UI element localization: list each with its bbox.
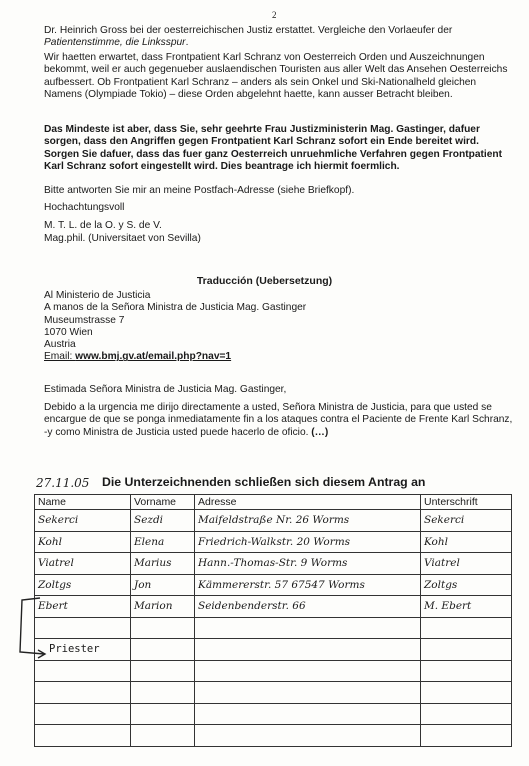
- cell-name: Sekerci: [35, 510, 131, 532]
- signatory-name: M. T. L. de la O. y S. de V.: [44, 220, 162, 231]
- paragraph-text: .: [185, 37, 189, 49]
- column-header-adresse: Adresse: [195, 495, 421, 510]
- cell-vorname: Elena: [131, 531, 195, 553]
- cell-signature: Kohl: [421, 531, 512, 553]
- column-header-vorname: Vorname: [131, 495, 195, 510]
- cell-signature: Viatrel: [421, 553, 512, 575]
- cell-name: Ebert: [35, 596, 131, 618]
- page-number: 2: [272, 10, 277, 20]
- cell-adresse: Seidenbenderstr. 66: [195, 596, 421, 618]
- cell-name: Zoltgs: [35, 574, 131, 596]
- salutation: Estimada Señora Ministra de Justicia Mag. Gastinger,: [44, 384, 287, 395]
- paragraph-spanish: Debido a la urgencia me dirijo directamente a usted, Señora Ministra de Justicia, para que usted se encargue de que se ponga inmediatamente fin a los ataques contra el Paciente de Frente Karl Schranz, -y como Ministra de Justicia usted puede hacerlo de oficio. (…): [44, 402, 513, 438]
- cell-vorname: Marion: [131, 596, 195, 618]
- cell-signature: M. Ebert: [421, 596, 512, 618]
- handwritten-date: 27.11.05: [36, 476, 90, 490]
- address-line: A manos de la Señora Ministra de Justicia Mag. Gastinger: [44, 302, 307, 314]
- cell-name: Kohl: [35, 531, 131, 553]
- cell-signature: Zoltgs: [421, 574, 512, 596]
- signatory-title: Mag.phil. (Universitaet von Sevilla): [44, 233, 201, 244]
- cell-adresse: Friedrich-Walkstr. 20 Worms: [195, 531, 421, 553]
- address-line: Al Ministerio de Justicia: [44, 290, 151, 301]
- closing: Hochachtungsvoll: [44, 202, 125, 213]
- address-line: 1070 Wien: [44, 326, 93, 338]
- petition-title: Die Unterzeichnenden schließen sich diesem Antrag an: [102, 475, 426, 489]
- address-line: Museumstrasse 7: [44, 314, 125, 326]
- email-line: Email: www.bmj.gv.at/email.php?nav=1: [44, 351, 232, 363]
- column-header-name: Name: [35, 495, 131, 510]
- paragraph-text: Dr. Heinrich Gross bei der oesterreichischen Justiz erstattet. Vergleiche den Vorlaeufer der: [44, 25, 453, 36]
- cell-name: Viatrel: [35, 553, 131, 575]
- email-link[interactable]: www.bmj.gv.at/email.php?nav=1: [75, 351, 232, 363]
- paragraph-expectation: Wir haetten erwartet, dass Frontpatient Karl Schranz von Oesterreich Orden und Auszeichnungen bekommt, weil er auch gegenueber auslaendischen Touristen aus aller Welt das Ansehen Oesterreichs aufbessert. Ob Frontpatient Karl Schranz – anders als sein Onkel und Ski-Nationalheld gleichen Namens (Olympiade Tokio) – diese Orden abgelehnt haette, kann ausser Betracht bleiben.: [44, 52, 508, 100]
- paragraph-demand: Das Mindeste ist aber, dass Sie, sehr geehrte Frau Justizministerin Mag. Gastinger, dafuer sorgen, dass den Angriffen gegen Frontpatient Karl Schranz sofort ein Ende bereitet wird. Sorgen Sie dafuer, dass das fuer ganz Oesterreich unruehmliche Verfahren gegen Frontpatient Karl Schranz sofort eingestellt wird. Dies beantrage ich hiermit foermlich.: [44, 124, 502, 172]
- cell-vorname: Sezdi: [131, 510, 195, 532]
- cell-signature: Sekerci: [421, 510, 512, 532]
- cell-name: Priester: [35, 639, 131, 661]
- cell-vorname: Marius: [131, 553, 195, 575]
- column-header-unterschrift: Unterschrift: [421, 495, 512, 510]
- translation-title: Traducción (Uebersetzung): [196, 275, 333, 287]
- cell-adresse: Hann.-Thomas-Str. 9 Worms: [195, 553, 421, 575]
- cell-adresse: Kämmererstr. 57 67547 Worms: [195, 574, 421, 596]
- paragraph-reply-request: Bitte antworten Sie mir an meine Postfach-Adresse (siehe Briefkopf).: [44, 185, 355, 196]
- italic-reference: Patientenstimme, die Linksspur: [44, 37, 186, 49]
- cell-vorname: Jon: [131, 574, 195, 596]
- cell-adresse: Maifeldstraße Nr. 26 Worms: [195, 510, 421, 532]
- address-line: Austria: [44, 339, 76, 351]
